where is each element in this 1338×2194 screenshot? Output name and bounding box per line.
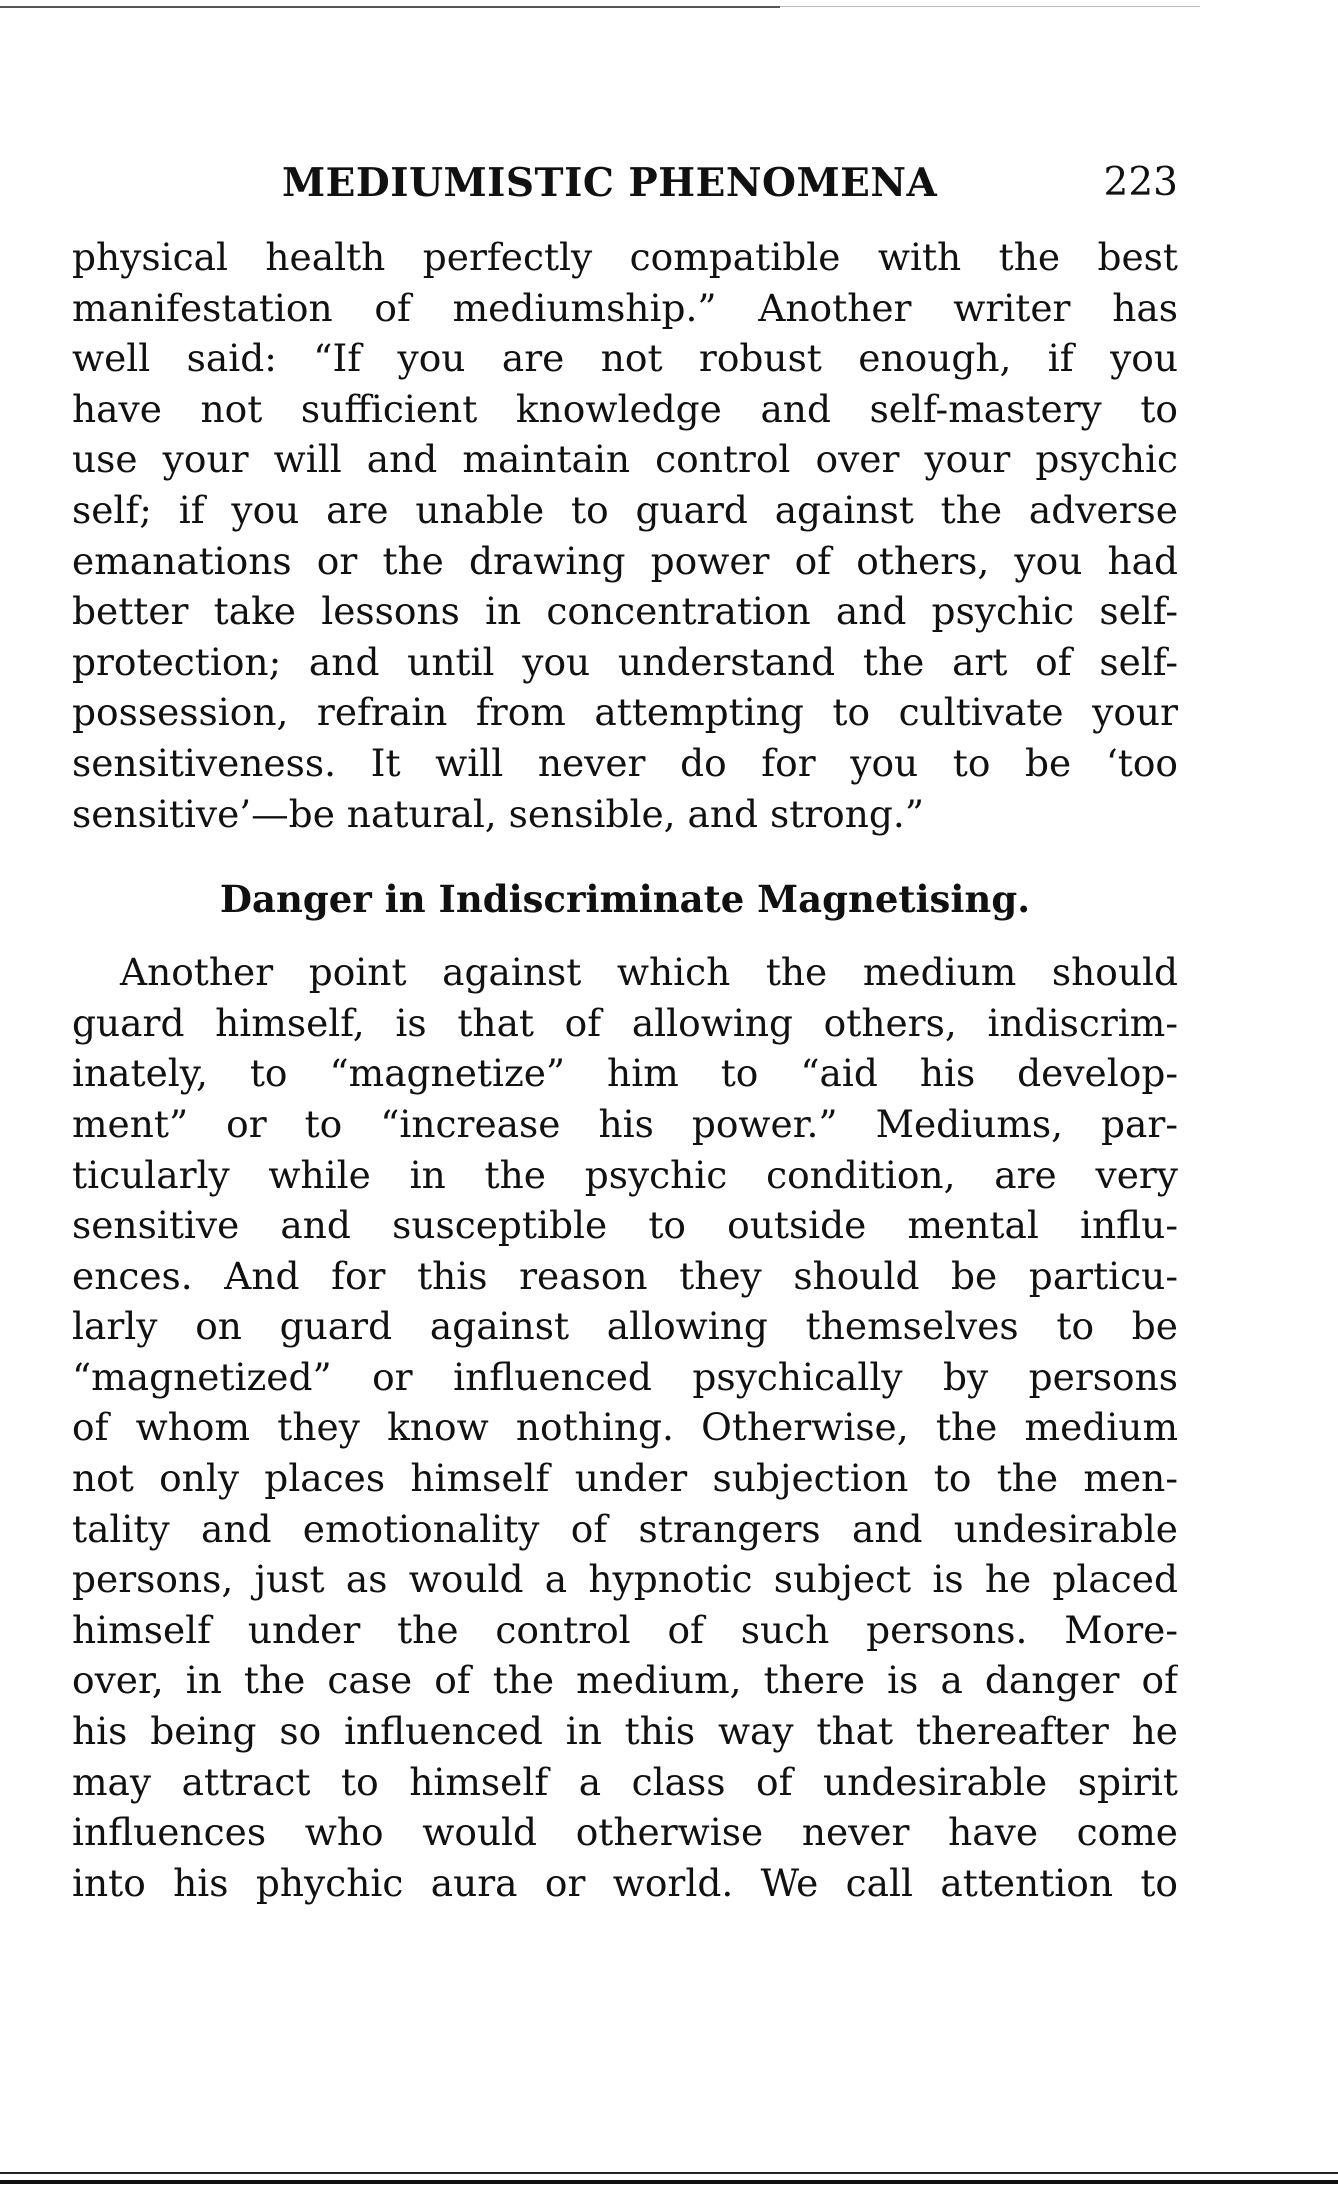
text-line: sensitiveness. It will never do for you to be ‘too xyxy=(72,740,1178,785)
text-line: use your will and maintain control over your psychic xyxy=(72,437,1178,482)
top-edge-rule-faint xyxy=(780,6,1200,7)
paragraph-section xyxy=(72,947,1178,1908)
text-line: possession, refrain from attempting to cultivate your xyxy=(72,690,1178,735)
text-line: not only places himself under subjection to the men- xyxy=(72,1456,1178,1501)
text-line: guard himself, is that of allowing others, indiscrim- xyxy=(72,1000,1178,1045)
text-line: self; if you are unable to guard against the adverse xyxy=(72,487,1178,532)
text-line: “magnetized” or influenced psychically by persons xyxy=(72,1354,1178,1399)
book-page xyxy=(72,160,1178,1908)
text-line: well said: “If you are not robust enough, if you xyxy=(72,336,1178,381)
page-number: 223 xyxy=(1103,160,1178,205)
text-line: sensitive and susceptible to outside mental influ- xyxy=(72,1203,1178,1248)
text-line: sensitive’—be natural, sensible, and strong.” xyxy=(72,791,925,836)
top-edge-rule xyxy=(0,6,780,8)
text-line: himself under the control of such persons. More- xyxy=(72,1607,1178,1652)
text-line: ticularly while in the psychic condition, are very xyxy=(72,1152,1178,1197)
text-line: larly on guard against allowing themselves to be xyxy=(72,1304,1178,1349)
paragraph-continued xyxy=(72,232,1178,839)
text-line: of whom they know nothing. Otherwise, the medium xyxy=(72,1405,1178,1450)
bottom-edge-rule xyxy=(0,2172,1338,2184)
running-title: MEDIUMISTIC PHENOMENA xyxy=(282,160,938,206)
text-line: into his phychic aura or world. We call attention to xyxy=(72,1860,1178,1905)
text-line: manifestation of mediumship.” Another writer has xyxy=(72,285,1178,330)
text-line: emanations or the drawing power of others, you had xyxy=(72,538,1178,583)
text-line: better take lessons in concentration and psychic self- xyxy=(72,589,1178,634)
text-line: have not sufficient knowledge and self-mastery to xyxy=(72,386,1178,431)
text-line: protection; and until you understand the art of self- xyxy=(72,639,1178,684)
running-head xyxy=(72,160,1178,212)
text-line: Another point against which the medium should xyxy=(120,950,1178,995)
text-line: ment” or to “increase his power.” Mediums, par- xyxy=(72,1101,1178,1146)
text-line: tality and emotionality of strangers and undesirable xyxy=(72,1506,1178,1551)
text-line: over, in the case of the medium, there is a danger of xyxy=(72,1658,1178,1703)
text-line: inately, to “magnetize” him to “aid his develop- xyxy=(72,1051,1178,1096)
text-line: may attract to himself a class of undesirable spirit xyxy=(72,1759,1178,1804)
text-line: physical health perfectly compatible with the best xyxy=(72,235,1178,279)
text-line: his being so influenced in this way that thereafter he xyxy=(72,1709,1178,1754)
text-line: ences. And for this reason they should be particu- xyxy=(72,1253,1178,1298)
text-line: persons, just as would a hypnotic subject is he placed xyxy=(72,1557,1178,1602)
section-heading: Danger in Indiscriminate Magnetising. xyxy=(219,877,1031,922)
text-line: influences who would otherwise never have come xyxy=(72,1810,1178,1855)
